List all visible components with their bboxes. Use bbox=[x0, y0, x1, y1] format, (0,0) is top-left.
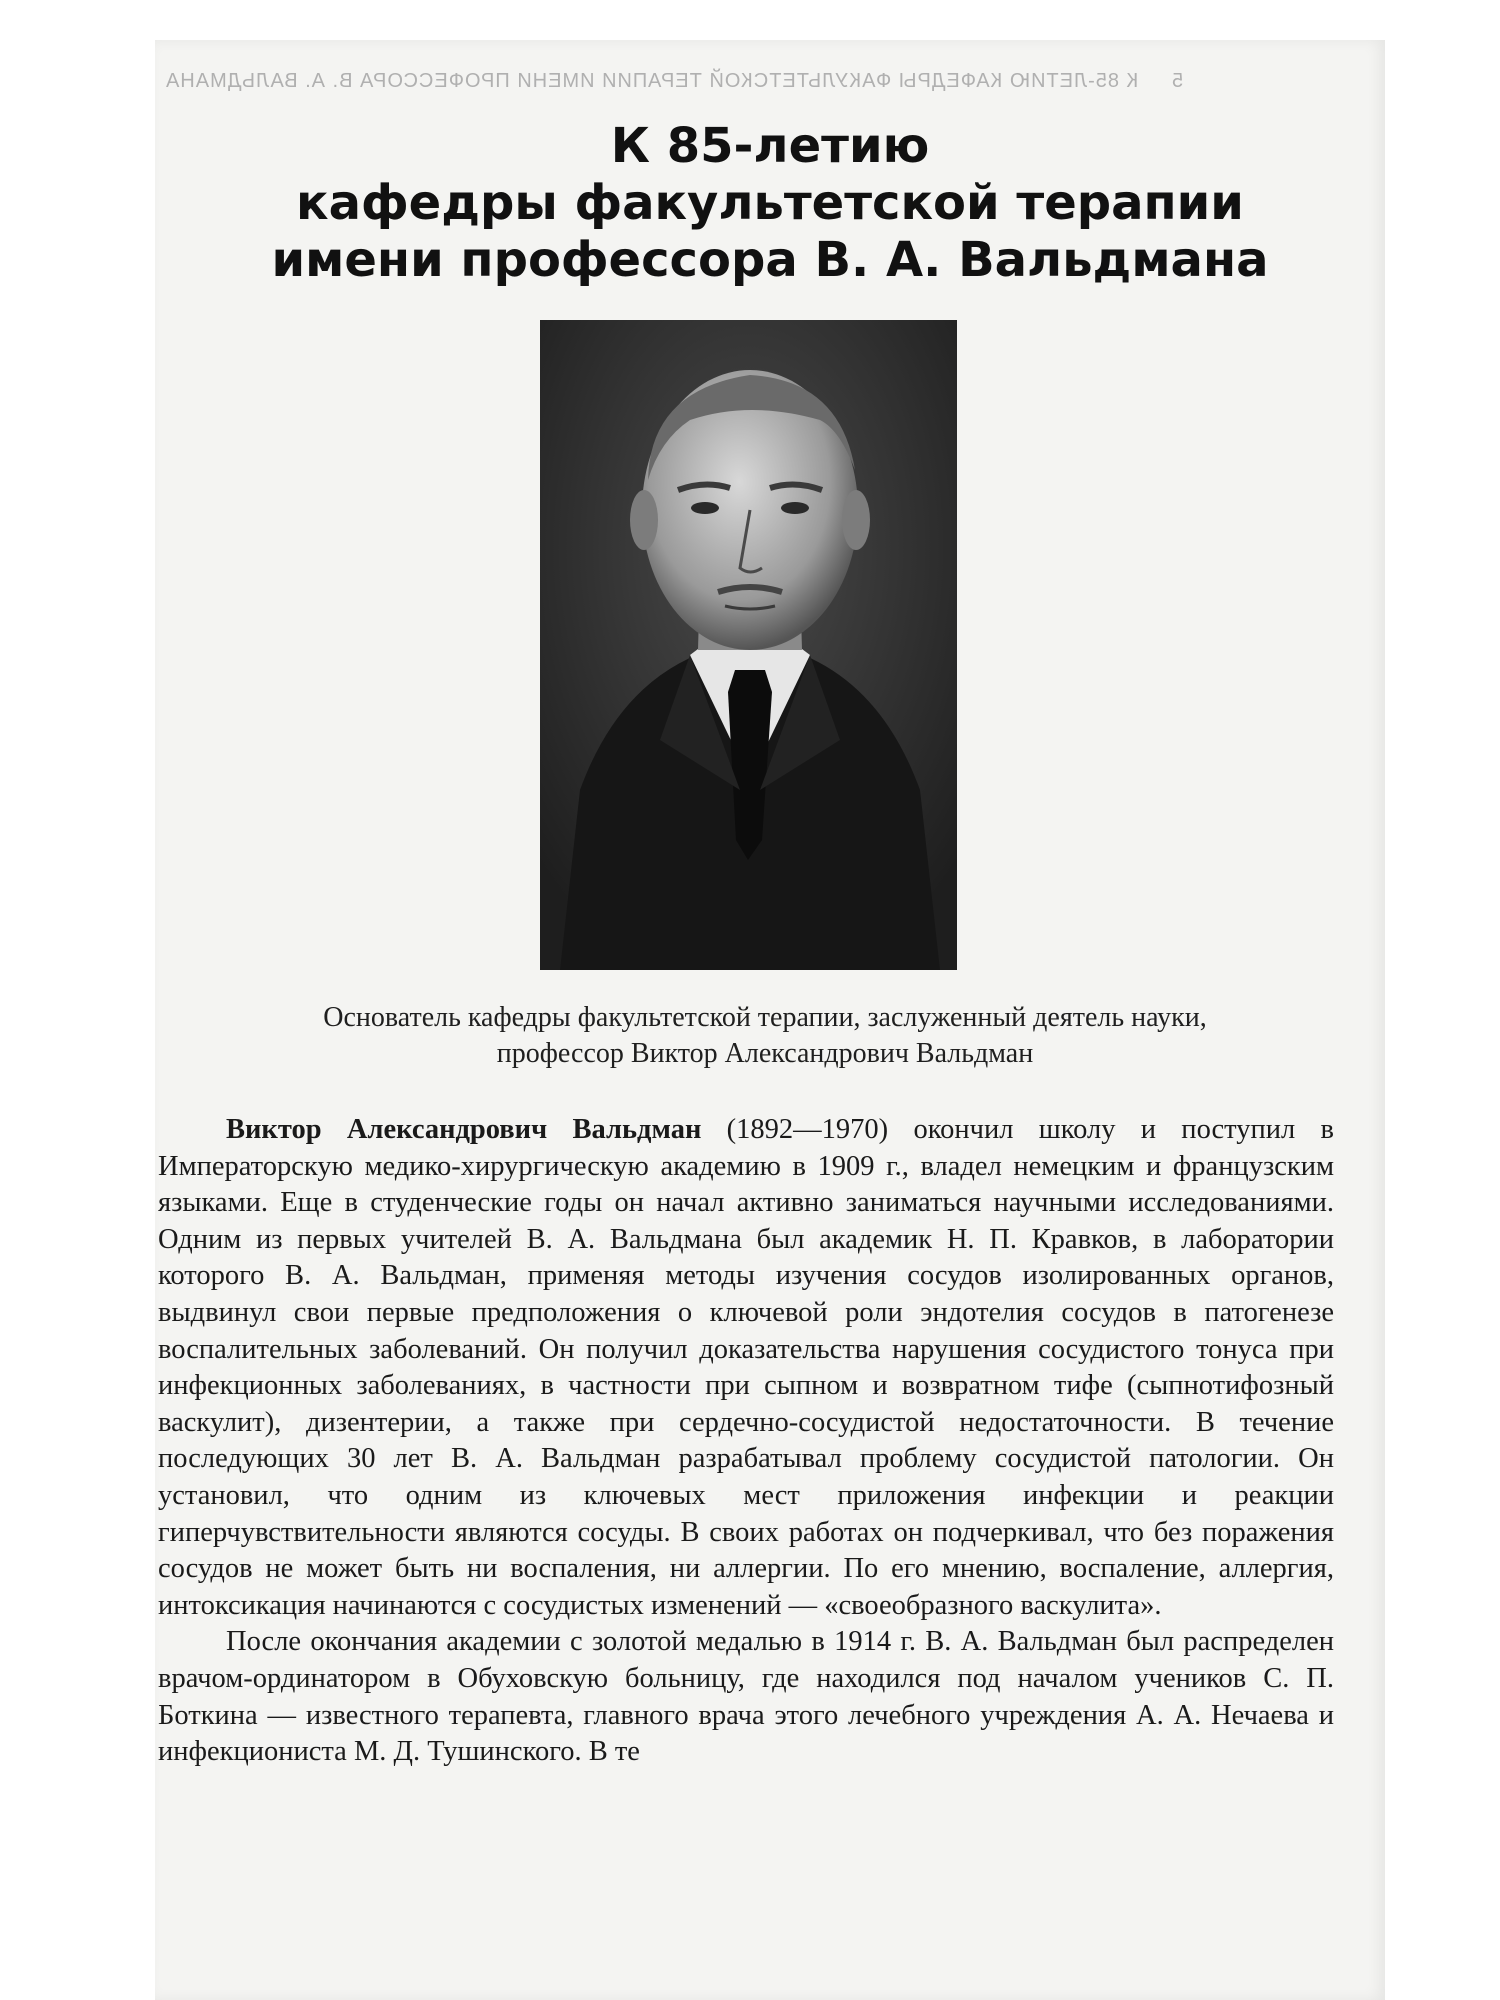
title-line-1: К 85-летию bbox=[610, 118, 930, 174]
caption-line-1: Основатель кафедры факультетской терапии, заслуженный деятель науки, bbox=[323, 1002, 1207, 1033]
person-name: Виктор Александрович Вальдман bbox=[226, 1114, 702, 1145]
running-head-text: К 85-ЛЕТИЮ КАФЕДРЫ ФАКУЛЬТЕТСКОЙ ТЕРАПИИ ИМЕНИ ПРОФЕССОРА В. А. ВАЛЬДМАНА bbox=[165, 70, 1139, 92]
running-head-bleed-through bbox=[165, 70, 1365, 93]
article-body bbox=[158, 1112, 1334, 1771]
portrait-photo bbox=[540, 320, 957, 970]
article-title bbox=[160, 118, 1380, 289]
portrait-illustration bbox=[540, 320, 957, 970]
page-number: 5 bbox=[1171, 70, 1184, 92]
title-line-2: кафедры факультетской терапии bbox=[296, 175, 1244, 231]
caption-line-2: профессор Виктор Александрович Вальдман bbox=[496, 1038, 1034, 1069]
paragraph-1 bbox=[158, 1112, 1334, 1624]
paragraph-2: После окончания академии с золотой медалью в 1914 г. В. А. Вальдман был распределен врачом-ординатором в Обуховскую больницу, где находился под началом учеников С. П. Боткина — известного терапевта, главного врача этого лечебного учреждения А. А. Нечаева и инфекциониста М. Д. Тушинского. В те bbox=[158, 1626, 1334, 1768]
paragraph-1-text: (1892—1970) окончил школу и поступил в Императорскую медико-хирургическую академию в 1909 г., владел немецким и французским языками. Еще в студенческие годы он начал активно заниматься научными исследованиями. Одним из первых учителей В. А. Вальдмана был академик Н. П. Кравков, в лаборатории которого В. А. Вальдман, применяя методы изучения сосудов изолированных органов, выдвинул свои первые предположения о ключевой роли эндотелия сосудов в патогенезе воспалительных заболеваний. Он получил доказательства нарушения сосудистого тонуса при инфекционных заболеваниях, в частности при сыпном и возвратном тифе (сыпнотифозный васкулит), дизентерии, а также при сердечно-сосудистой недостаточности. В течение последующих 30 лет В. А. Вальдман разрабатывал проблему сосудистой патологии. Он установил, что одним из ключевых мест приложения инфекции и реакции гиперчувствительности являются сосуды. В своих работах он подчеркивал, что без поражения сосудов не может быть ни воспаления, ни аллергии. По его мнению, воспаление, аллергия, интоксикация начинаются с сосудистых изменений — «своеобразного васкулита». bbox=[158, 1114, 1334, 1621]
photo-caption bbox=[165, 1000, 1365, 1072]
title-line-3: имени профессора В. А. Вальдмана bbox=[271, 232, 1269, 288]
